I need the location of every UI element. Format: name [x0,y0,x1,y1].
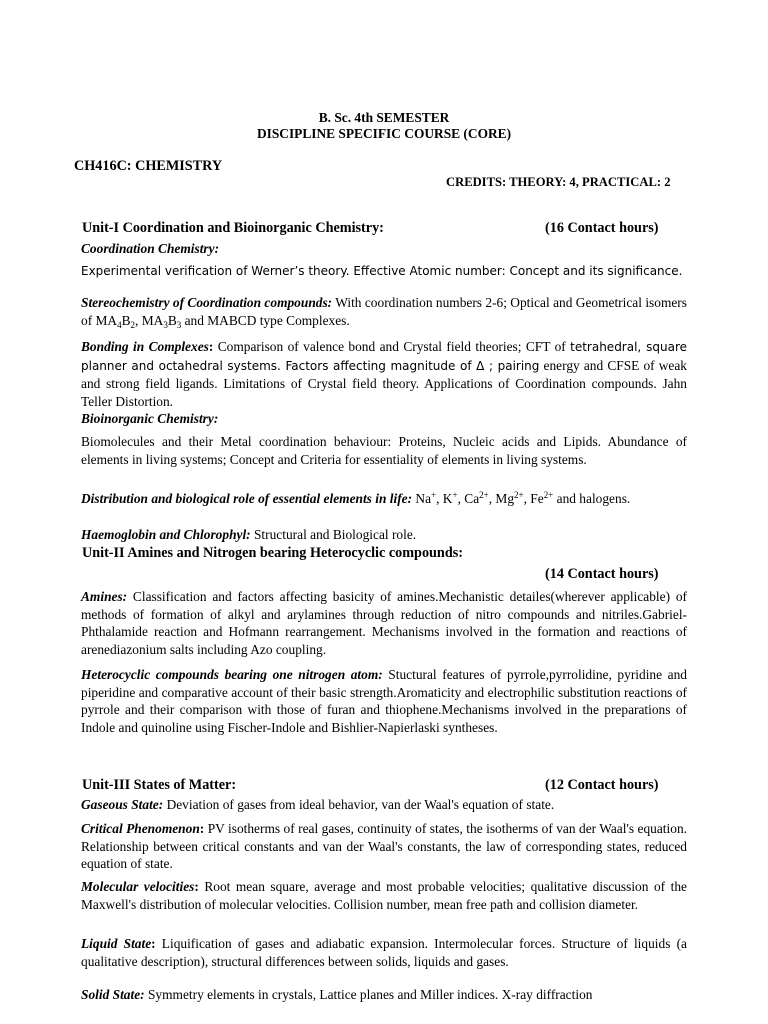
unit2-hours: (14 Contact hours) [545,566,659,582]
stereochemistry-heading: Stereochemistry of Coordination compounds: [81,295,333,310]
coordination-chemistry-paragraph [81,262,687,281]
semester-heading: B. Sc. 4th SEMESTER [318,110,450,125]
haemoglobin-paragraph [81,526,687,544]
haemoglobin-heading: Haemoglobin and Chlorophyl: [81,527,251,542]
gaseous-state-paragraph [81,796,687,814]
bonding-text: energy and CFSE of weak and strong field ligands. Limitations of Crystal field theory. Applications of Coordination compounds. Jahn Teller Distortion. [81,357,687,409]
liquid-state-paragraph [81,935,687,970]
stereochemistry-text: With coordination numbers 2-6; Optical and Geometrical isomers of MA [81,295,687,328]
werner-text: Experimental verification of Werner’s theory. Effective Atomic number: Concept and its significance. [81,264,683,278]
stereochemistry-paragraph [81,294,687,329]
gaseous-state-heading: Gaseous State: [81,797,164,812]
bioinorganic-heading: Bioinorganic Chemistry: [81,411,219,426]
bioinorganic-paragraph: Biomolecules and their Metal coordination behaviour: Proteins, Nucleic acids and Lipids. Abundance of elements in living systems; Concept and Criteria for essentiality of elements in living systems. [81,434,687,467]
unit1-title: Unit-I Coordination and Bioinorganic Chemistry: [82,220,384,236]
solid-state-text: Symmetry elements in crystals, Lattice planes and Miller indices. X-ray diffraction [144,987,593,1002]
stereochemistry-text: , MA [135,312,164,328]
subscript: 2 [130,319,136,330]
element-text: Na [412,491,432,506]
distribution-paragraph [81,490,687,508]
stereochemistry-text: and MABCD type Complexes. [181,312,350,328]
liquid-colon: : [151,936,156,951]
superscript: 2+ [543,490,554,500]
heterocyclic-text: Stuctural features of pyrrole,pyrrolidine, pyridine and piperidine and comparative account of their basic strength.Aromaticity and electrophilic substitution reactions of pyrrole and their comparison with those of furan and thiophene.Mechanisms involved in the preparations of Indole and quinoline using Fischer-Indole and Bishlier-Napierlaski syntheses. [81,667,687,735]
amines-text: Classification and factors affecting basicity of amines.Mechanistic detailes(wherever applicable) of methods of formation of alkyl and arylamines through reduction of nitro compounds and nitriles.Gabriel-Phthalamide reaction and Hofmann rearrangement. Mechanisms involved in the formation and reactions of arenediazonium salts including Azo coupling. [81,589,687,657]
element-text: , K [436,491,453,506]
liquid-state-text: Liquification of gases and adiabatic expansion. Intermolecular forces. Structure of liquids (a qualitative description), structural differences between solids, liquids and gases. [81,936,687,969]
gaseous-state-text: Deviation of gases from ideal behavior, van der Waal's equation of state. [163,797,555,812]
critical-phenomenon-paragraph [81,820,687,873]
superscript: + [431,490,437,500]
subscript: 4 [117,319,122,330]
superscript: 2+ [479,490,489,500]
distribution-heading: Distribution and biological role of essential elements in life: [81,491,413,506]
molecular-velocities-paragraph [81,878,687,913]
element-text: , Mg [488,491,515,506]
course-type-heading: DISCIPLINE SPECIFIC COURSE (CORE) [256,126,512,141]
critical-colon: : [199,821,205,836]
bonding-heading: Bonding in Complexes [81,339,209,354]
stereochemistry-text: B [167,312,177,328]
bonding-colon: : [208,339,214,354]
solid-state-heading: Solid State: [81,987,145,1002]
element-text: , Fe [523,491,544,506]
haemoglobin-text: Structural and Biological role. [250,527,417,542]
heterocyclic-heading: Heterocyclic compounds bearing one nitrogen atom: [81,667,383,682]
solid-state-paragraph [81,986,687,1004]
course-code: CH416C: CHEMISTRY [74,158,223,174]
molecular-colon: : [194,879,199,894]
bonding-paragraph [81,338,687,410]
bonding-text: Comparison of valence bond and Crystal field theories; CFT of [213,339,571,354]
critical-phenomenon-text: PV isotherms of real gases, continuity of states, the isotherms of van der Waal's equation. Relationship between critical constants and van der Waal's constants, the law of corresponding states, reduced equation of state. [81,821,687,872]
amines-heading: Amines: [81,589,128,604]
unit3-heading [82,777,682,794]
subscript: 3 [163,319,168,330]
amines-paragraph [81,588,687,658]
molecular-velocities-text: Root mean square, average and most probable velocities; qualitative discussion of the Maxwell's distribution of molecular velocities. Collision number, mean free path and collision diameter. [81,879,687,912]
unit3-hours: (12 Contact hours) [545,777,659,793]
unit2-heading [82,545,682,562]
coordination-chemistry-heading: Coordination Chemistry: [81,241,220,256]
unit1-heading [82,220,682,237]
critical-phenomenon-heading: Critical Phenomenon [81,821,200,836]
credits-line: CREDITS: THEORY: 4, PRACTICAL: 2 [446,175,671,189]
superscript: + [452,490,458,500]
heterocyclic-paragraph [81,666,687,736]
element-text: and halogens. [553,491,631,506]
element-text: , Ca [457,491,480,506]
liquid-state-heading: Liquid State [81,936,152,951]
stereochemistry-text: B [121,312,131,328]
unit2-title: Unit-II Amines and Nitrogen bearing Heterocyclic compounds: [82,545,463,561]
unit1-hours: (16 Contact hours) [545,220,659,236]
superscript: 2+ [514,490,524,500]
unit3-title: Unit-III States of Matter: [82,777,237,793]
subscript: 3 [176,319,182,330]
molecular-velocities-heading: Molecular velocities [81,879,195,894]
bonding-text-sans: tetrahedral, square planner and octahedral systems. Factors affecting magnitude of Δ ; pairing [81,340,687,373]
